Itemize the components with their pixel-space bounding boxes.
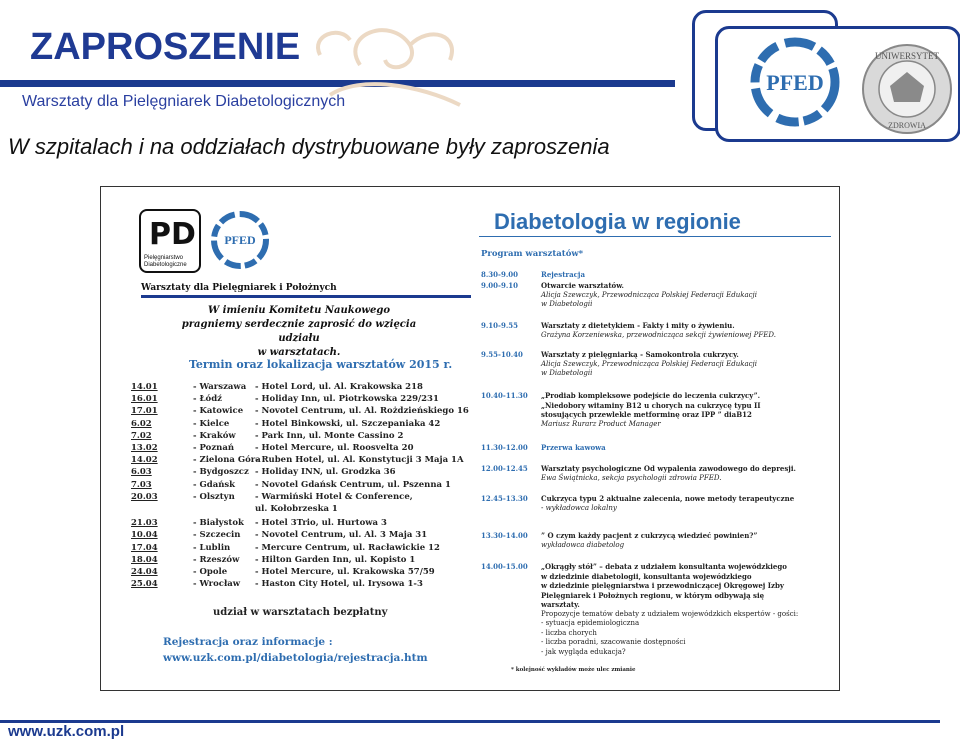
schedule-title: Termin oraz lokalizacja warsztatów 2015 r. — [189, 358, 453, 371]
schedule-venue: - Novotel Gdańsk Centrum, ul. Pszenna 1 — [255, 479, 451, 490]
schedule-venue: - Mercure Centrum, ul. Racławickie 12 — [255, 542, 440, 553]
program-line: warsztaty. — [541, 600, 580, 609]
program-line: „Okrągły stół” – debata z udziałem konsultanta wojewódzkiego — [541, 562, 787, 571]
program-title: Program warsztatów* — [481, 249, 584, 259]
program-heading-rule — [479, 236, 831, 237]
pd-logo-text: Pielęgniarstwo Diabetologiczne — [144, 255, 187, 268]
invitation-text — [169, 304, 429, 360]
program-time: 12.00-12.45 — [481, 464, 528, 473]
program-line: Alicja Szewczyk, Przewodnicząca Polskiej Federacji Edukacji — [541, 359, 757, 368]
program-time: 11.30-12.00 — [481, 443, 528, 452]
free-participation-note: udział w warsztatach bezpłatny — [213, 607, 388, 618]
program-line: Przerwa kawowa — [541, 443, 606, 452]
program-line: wykładowca diabetolog — [541, 540, 625, 549]
program-description — [541, 350, 831, 379]
schedule-city: - Gdańsk — [193, 479, 236, 490]
schedule-date: 20.03 — [131, 491, 158, 502]
program-line: w dziedzinie pielęgniarstwa i przewodniczącej Okręgowej Izby — [541, 581, 784, 590]
schedule-venue: - Park Inn, ul. Monte Cassino 2 — [255, 430, 404, 441]
program-line: Warsztaty z dietetykiem - Fakty i mity o żywieniu. — [541, 321, 735, 330]
schedule-venue: - Hotel Mercure, ul. Roosvelta 20 — [255, 443, 414, 453]
program-line: ” O czym każdy pacjent z cukrzycą wiedzieć powinien?” — [541, 531, 758, 540]
registration-title: Rejestracja oraz informacje : — [163, 636, 333, 648]
schedule-city: - Rzeszów — [193, 554, 240, 565]
schedule-venue: - Warmiński Hotel & Conference, — [255, 491, 413, 502]
program-line: Cukrzyca typu 2 aktualne zalecenia, nowe metody terapeutyczne — [541, 494, 795, 503]
schedule-date: 17.01 — [131, 406, 158, 417]
schedule-city: - Białystok — [193, 518, 244, 529]
schedule-city: - Poznań — [193, 443, 235, 453]
program-line: - liczba poradni, szacowanie dostępności — [541, 638, 686, 646]
schedule-venue: - Novotel Centrum, ul. Al. 3 Maja 31 — [255, 530, 428, 541]
footer-divider — [0, 720, 940, 723]
program-heading: Diabetologia w regionie — [494, 209, 741, 234]
schedule-city: - Olsztyn — [193, 491, 235, 502]
schedule-date: 17.04 — [131, 542, 158, 553]
schedule-city: - Bydgoszcz — [193, 467, 249, 478]
pfed-logo — [745, 35, 845, 130]
program-line: - wykładowca lokalny — [541, 503, 617, 512]
program-line: w dziedzinie diabetologii, konsultanta wojewódzkiego — [541, 571, 752, 581]
schedule-city: - Opole — [193, 567, 228, 577]
footer-url[interactable]: www.uzk.com.pl — [8, 723, 125, 740]
program-line: Ewa Świątnicka, sekcja psychologii zdrowia PFED. — [541, 473, 722, 482]
schedule-venue: - Haston City Hotel, ul. Irysowa 1-3 — [255, 579, 423, 590]
program-time: 9.00-9.10 — [481, 281, 519, 290]
program-time: 14.00-15.00 — [481, 562, 528, 571]
invitation-header: Warsztaty dla Pielęgniarek i Położnych — [141, 283, 471, 298]
schedule-venue: - Holiday INN, ul. Grodzka 36 — [255, 467, 396, 478]
schedule-date: 18.04 — [131, 554, 158, 565]
schedule-city: - Szczecin — [193, 530, 241, 541]
program-description — [541, 321, 831, 340]
program-line: „Prodiab kompleksowe podejście do leczenia cukrzycy”. — [541, 391, 761, 400]
program-line: stosujących przewlekle metforminę oraz IPP ” diaB12 — [541, 410, 752, 419]
program-line: „Niedobory witaminy B12 u chorych na cukrzycę typu II — [541, 400, 761, 410]
program-line: Pielęgniarek i Położnych regionu, w którym odbywają się — [541, 590, 765, 600]
schedule-venue: - Hotel Lord, ul. Al. Krakowska 218 — [255, 382, 423, 392]
program-line: w Diabetologii — [541, 369, 593, 377]
slide-heading: W szpitalach i na oddziałach dystrybuowane były zaproszenia — [8, 134, 610, 159]
schedule-venue: - Holiday Inn, ul. Piotrkowska 229/231 — [255, 394, 439, 405]
program-description — [541, 391, 831, 429]
schedule-city: - Kraków — [193, 430, 236, 441]
registration-info — [163, 634, 428, 666]
program-line: Mariusz Rurarz Product Manager — [541, 419, 661, 428]
schedule-city: - Katowice — [193, 406, 244, 417]
program-description — [541, 562, 831, 657]
schedule-date: 24.04 — [131, 567, 158, 577]
schedule-date: 7.02 — [131, 430, 152, 441]
schedule-city: - Warszawa — [193, 382, 247, 392]
program-description — [541, 494, 831, 513]
program-description — [541, 464, 831, 483]
schedule-date: 14.01 — [131, 382, 158, 392]
invite-line-2: pragniemy serdecznie zaprosić do wzięcia udziału — [181, 319, 417, 344]
invite-line-3: w warsztatach. — [257, 347, 341, 358]
page-subtitle: Warsztaty dla Pielęgniarek Diabetologicznych — [22, 93, 346, 110]
pd-logo — [139, 209, 201, 273]
program-line: Rejestracja — [541, 270, 585, 279]
registration-url[interactable]: www.uzk.com.pl/diabetologia/rejestracja.htm — [163, 652, 428, 664]
program-line: Warsztaty z pielęgniarką - Samokontrola cukrzycy. — [541, 350, 739, 359]
program-time: 8.30-9.00 — [481, 270, 519, 279]
schedule-date: 21.03 — [131, 518, 158, 529]
uz-logo-bottom-text: ZDROWIA — [888, 121, 926, 130]
schedule-date: 13.02 — [131, 443, 158, 453]
program-line: w Diabetologii — [541, 300, 593, 308]
program-time: 9.10-9.55 — [481, 321, 519, 330]
program-line: Alicja Szewczyk, Przewodnicząca Polskiej Federacji Edukacji — [541, 290, 757, 299]
program-line: Propozycje tematów debaty z udziałem wojewódzkich ekspertów - gości: — [541, 609, 799, 618]
uniwersytet-zdrowia-logo — [858, 42, 956, 136]
schedule-city: - Zielona Góra — [193, 455, 261, 466]
program-line: Grażyna Korzeniewska, przewodnicząca sekcji żywieniowej PFED. — [541, 330, 776, 339]
schedule-date: 7.03 — [131, 479, 152, 490]
schedule-date: 25.04 — [131, 579, 158, 590]
schedule-city: - Wrocław — [193, 579, 241, 590]
program-description — [541, 270, 831, 280]
program-description — [541, 531, 831, 550]
schedule-date: 16.01 — [131, 394, 158, 405]
program-time: 10.40-11.30 — [481, 391, 528, 400]
schedule-venue: - Novotel Centrum, ul. Al. Rożdzieńskiego 16 — [255, 406, 469, 417]
program-time: 12.45-13.30 — [481, 494, 528, 503]
program-line: Otwarcie warsztatów. — [541, 281, 624, 290]
schedule-venue: - Ruben Hotel, ul. Al. Konstytucji 3 Maja 1A — [255, 455, 464, 466]
program-footnote: * kolejność wykładów może ulec zmianie — [511, 667, 636, 673]
pd-logo-mark: PD — [149, 217, 196, 252]
invitation-image — [100, 186, 840, 691]
program-line: - liczba chorych — [541, 628, 597, 637]
program-line: Warsztaty psychologiczne Od wypalenia zawodowego do depresji. — [541, 464, 796, 473]
invite-line-1: W imieniu Komitetu Naukowego — [207, 305, 391, 316]
pfed-logo-text: PFED — [766, 70, 824, 95]
page-title: ZAPROSZENIE — [30, 26, 301, 68]
program-description — [541, 281, 831, 310]
schedule-date: 14.02 — [131, 455, 158, 466]
pfed-small-logo-text: PFED — [224, 233, 256, 247]
schedule-date: 10.04 — [131, 530, 158, 541]
program-time: 13.30-14.00 — [481, 531, 528, 540]
schedule-date: 6.02 — [131, 418, 152, 429]
program-description — [541, 443, 831, 453]
schedule-city: - Łódź — [193, 394, 222, 405]
schedule-venue: ul. Kołobrzeska 1 — [255, 504, 338, 514]
schedule-venue: - Hotel 3Trio, ul. Hurtowa 3 — [255, 518, 387, 529]
program-time: 9.55-10.40 — [481, 350, 523, 359]
schedule-city: - Lublin — [193, 542, 231, 553]
schedule-venue: - Hilton Garden Inn, ul. Kopisto 1 — [255, 554, 416, 565]
uz-logo-top-text: UNIWERSYTET — [875, 51, 939, 61]
program-line: - jak wygląda edukacja? — [541, 647, 626, 656]
schedule-date: 6.03 — [131, 467, 152, 478]
program-line: - sytuacja epidemiologiczna — [541, 619, 640, 627]
schedule-venue: - Hotel Binkowski, ul. Szczepaniaka 42 — [255, 418, 441, 429]
pfed-small-logo — [209, 209, 271, 271]
schedule-city: - Kielce — [193, 418, 230, 429]
schedule-venue: - Hotel Mercure, ul. Krakowska 57/59 — [255, 567, 435, 577]
